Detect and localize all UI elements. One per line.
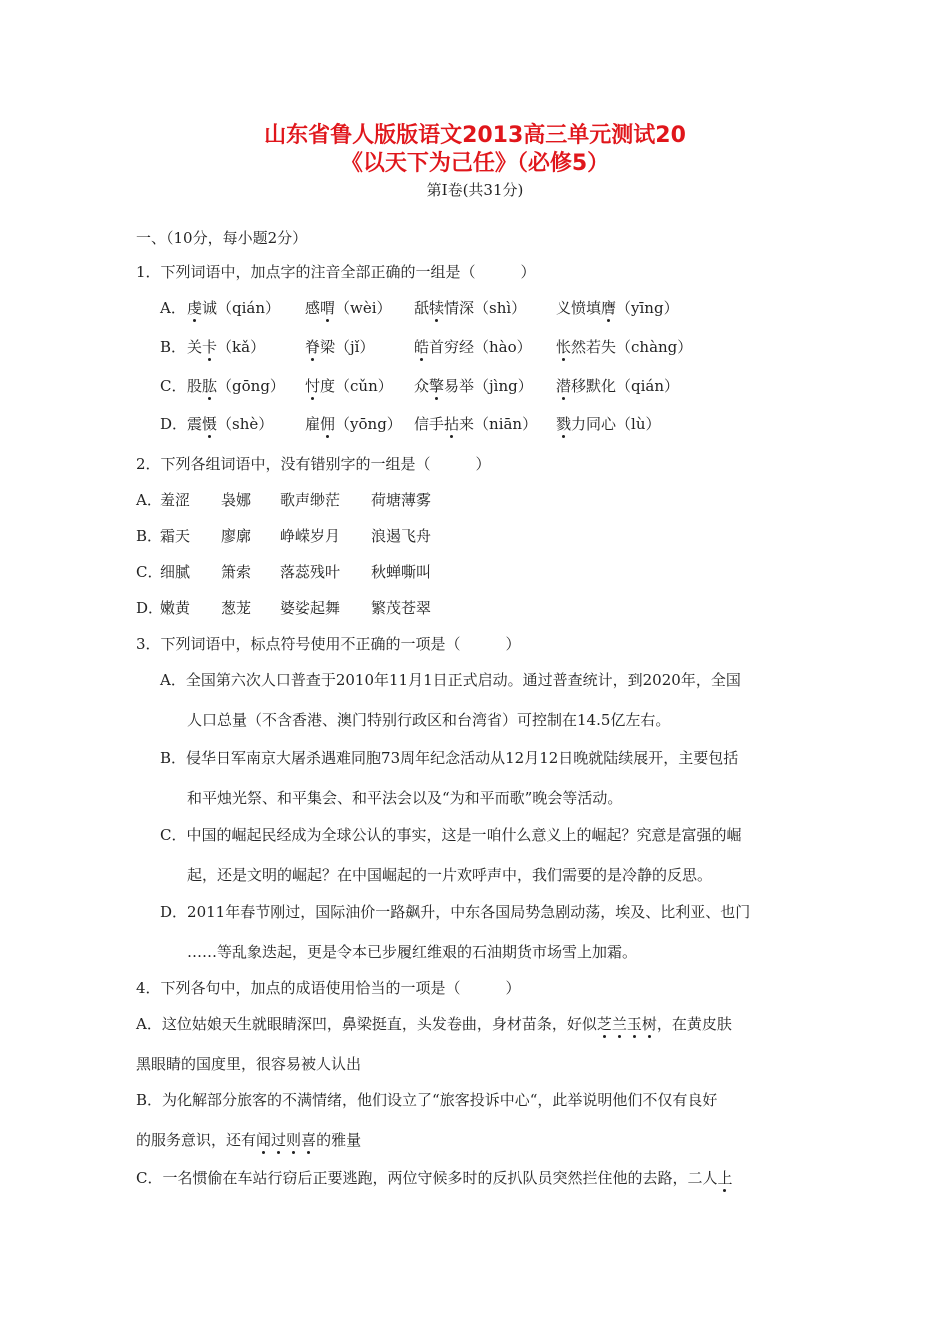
word-item: 婆娑起舞 <box>280 599 341 617</box>
dotted-character: 卡 <box>202 338 218 356</box>
dotted-character: 脊 <box>305 338 321 356</box>
question-3-option-a-line1: A．全国第六次人口普查于2010年11月1日正式启动。通过普查统计，到2020年，全国 <box>160 671 741 689</box>
option-label: A． <box>160 299 186 317</box>
word-item: 箫索 <box>221 563 252 581</box>
item-suffix: 力同心（lù） <box>571 415 661 433</box>
question-3-option-b-line1: B．侵华日军南京大屠杀遇难同胞73周年纪念活动从12月12日晚就陆续展开，主要包括 <box>160 749 739 767</box>
item-prefix: 信手 <box>414 415 445 433</box>
word-item: 峥嵘岁月 <box>280 527 341 545</box>
pronunciation-item <box>305 414 402 434</box>
item-suffix: （wèi） <box>335 299 392 317</box>
dotted-character: 虔 <box>187 299 203 317</box>
option-text: ，在黄皮肤 <box>656 1015 732 1033</box>
word-item: 嫩黄 <box>160 599 191 617</box>
dotted-character: 拈 <box>444 415 460 433</box>
question-3-option-c-line1: C．中国的崛起民经成为全球公认的事实，这是一咱什么意义上的崛起？究意是富强的崛 <box>160 826 742 844</box>
dotted-character: 佣 <box>320 415 336 433</box>
item-prefix: 雇 <box>305 415 321 433</box>
pronunciation-item <box>305 337 374 357</box>
option-text: C．一名惯偷在车站行窃后正要逃跑，两位守候多时的反扒队员突然拦住他的去路，二人 <box>136 1169 718 1187</box>
question-3-option-a-line2: 人口总量（不含香港、澳门特别行政区和台湾省）可控制在14.5亿左右。 <box>187 711 671 729</box>
pronunciation-item <box>187 414 273 434</box>
pronunciation-item <box>305 376 393 396</box>
pronunciation-item <box>556 376 679 396</box>
option-label: B． <box>160 338 187 356</box>
item-suffix: （shè） <box>217 415 274 433</box>
dotted-character: 则 <box>286 1131 302 1149</box>
option-label: C． <box>160 377 187 395</box>
question-3-option-d-line1: D．2011年春节刚过，国际油价一路飙升，中东各国局势急剧动荡，埃及、比利亚、也门 <box>160 903 751 921</box>
section-heading: 一、（10分，每小题2分） <box>136 229 308 247</box>
dotted-character: 怅 <box>556 338 572 356</box>
item-suffix: 首穷经（hào） <box>429 338 532 356</box>
item-prefix: 关 <box>187 338 203 356</box>
word-item: 霜天 <box>160 527 191 545</box>
dotted-character: 上 <box>717 1169 733 1187</box>
pronunciation-item <box>187 337 265 357</box>
dotted-character: 犊 <box>429 299 445 317</box>
item-suffix: 梁（jǐ） <box>320 338 375 356</box>
question-4-option-a-line2: 黑眼睛的国度里，很容易被人认出 <box>136 1055 362 1073</box>
word-item: 荷塘薄雾 <box>371 491 432 509</box>
item-suffix: （yīng） <box>616 299 679 317</box>
dotted-character: 膺 <box>601 299 617 317</box>
dotted-character: 芝 <box>596 1015 612 1033</box>
word-item: 秋蝉嘶叫 <box>371 563 432 581</box>
part-heading: 第I卷(共31分) <box>426 181 524 199</box>
dotted-character: 喟 <box>320 299 336 317</box>
word-item: 繁茂苍翠 <box>371 599 432 617</box>
item-prefix: 众 <box>414 377 430 395</box>
pronunciation-item <box>556 337 692 357</box>
question-4-stem: 4．下列各句中，加点的成语使用恰当的一项是（ ） <box>136 979 521 997</box>
item-suffix: 然若失（chàng） <box>571 338 693 356</box>
item-suffix: 情深（shì） <box>444 299 527 317</box>
item-prefix: 股 <box>187 377 203 395</box>
pronunciation-item <box>187 298 280 318</box>
item-suffix: 移默化（qián） <box>571 377 680 395</box>
pronunciation-item <box>556 414 660 434</box>
word-item: 袅娜 <box>221 491 252 509</box>
item-suffix: 度（cǔn） <box>320 377 393 395</box>
word-item: 羞涩 <box>160 491 191 509</box>
question-3-option-c-line2: 起，还是文明的崛起？在中国崛起的一片欢呼声中，我们需要的是冷静的反思。 <box>187 866 713 884</box>
question-3-option-b-line2: 和平烛光祭、和平集会、和平法会以及“为和平而歌”晚会等活动。 <box>187 789 623 807</box>
item-prefix: 感 <box>305 299 321 317</box>
word-item: 歌声缈茫 <box>280 491 341 509</box>
question-4-option-a-line1 <box>136 1014 732 1034</box>
dotted-character: 过 <box>271 1131 287 1149</box>
option-label: C． <box>136 563 163 581</box>
option-label: B． <box>136 527 163 545</box>
question-4-option-b-line1: B．为化解部分旅客的不满情绪，他们设立了“旅客投诉中心“，此举说明他们不仅有良好 <box>136 1091 718 1109</box>
word-item: 葱茏 <box>221 599 252 617</box>
pronunciation-item <box>414 414 537 434</box>
item-suffix: （gōng） <box>217 377 285 395</box>
pronunciation-item <box>305 298 392 318</box>
option-label: A． <box>136 491 162 509</box>
dotted-character: 潜 <box>556 377 572 395</box>
word-item: 落蕊残叶 <box>280 563 341 581</box>
pronunciation-item <box>414 298 526 318</box>
word-item: 浪遏飞舟 <box>371 527 432 545</box>
dotted-character: 戮 <box>556 415 572 433</box>
item-prefix: 震 <box>187 415 203 433</box>
pronunciation-item <box>414 376 533 396</box>
word-item: 细腻 <box>160 563 191 581</box>
pronunciation-item <box>187 376 285 396</box>
option-label: D． <box>160 415 188 433</box>
dotted-idiom <box>256 1131 316 1149</box>
option-text: A．这位姑娘天生就眼睛深凹，鼻梁挺直，头发卷曲，身材苗条，好似 <box>136 1015 597 1033</box>
item-prefix: 舐 <box>414 299 430 317</box>
item-suffix: 来（niān） <box>459 415 538 433</box>
dotted-character: 慑 <box>202 415 218 433</box>
question-3-stem: 3．下列词语中，标点符号使用不正确的一项是（ ） <box>136 635 521 653</box>
document-subtitle-lesson: 《以天下为己任》（必修5） <box>340 151 610 176</box>
pronunciation-item <box>556 298 679 318</box>
dotted-character: 喜 <box>301 1131 317 1149</box>
dotted-character: 闻 <box>256 1131 272 1149</box>
item-suffix: 易举（jìng） <box>444 377 533 395</box>
question-1-stem: 1．下列词语中，加点字的注音全部正确的一组是（ ） <box>136 263 536 281</box>
item-suffix: 诚（qián） <box>202 299 281 317</box>
pronunciation-item <box>414 337 532 357</box>
dotted-character: 擎 <box>429 377 445 395</box>
question-2-stem: 2．下列各组词语中，没有错别字的一组是（ ） <box>136 455 491 473</box>
question-4-option-b-line2 <box>136 1130 361 1150</box>
question-4-option-c-line1 <box>136 1168 733 1188</box>
item-suffix: （kǎ） <box>217 338 266 356</box>
option-label: D． <box>136 599 164 617</box>
word-item: 廖廓 <box>221 527 252 545</box>
dotted-character: 肱 <box>202 377 218 395</box>
dotted-character: 玉 <box>626 1015 642 1033</box>
document-title: 山东省鲁人版版语文2013高三单元测试20 <box>264 123 686 148</box>
dotted-character: 兰 <box>611 1015 627 1033</box>
option-text: 的雅量 <box>316 1131 362 1149</box>
dotted-character: 忖 <box>305 377 321 395</box>
option-text: 的服务意识，还有 <box>136 1131 257 1149</box>
item-suffix: （yōng） <box>335 415 402 433</box>
dotted-character: 树 <box>641 1015 657 1033</box>
question-3-option-d-line2: ……等乱象迭起，更是令本已步履红维艰的石油期货市场雪上加霜。 <box>187 943 638 961</box>
item-prefix: 义愤填 <box>556 299 602 317</box>
dotted-character: 皓 <box>414 338 430 356</box>
dotted-idiom <box>597 1015 657 1033</box>
